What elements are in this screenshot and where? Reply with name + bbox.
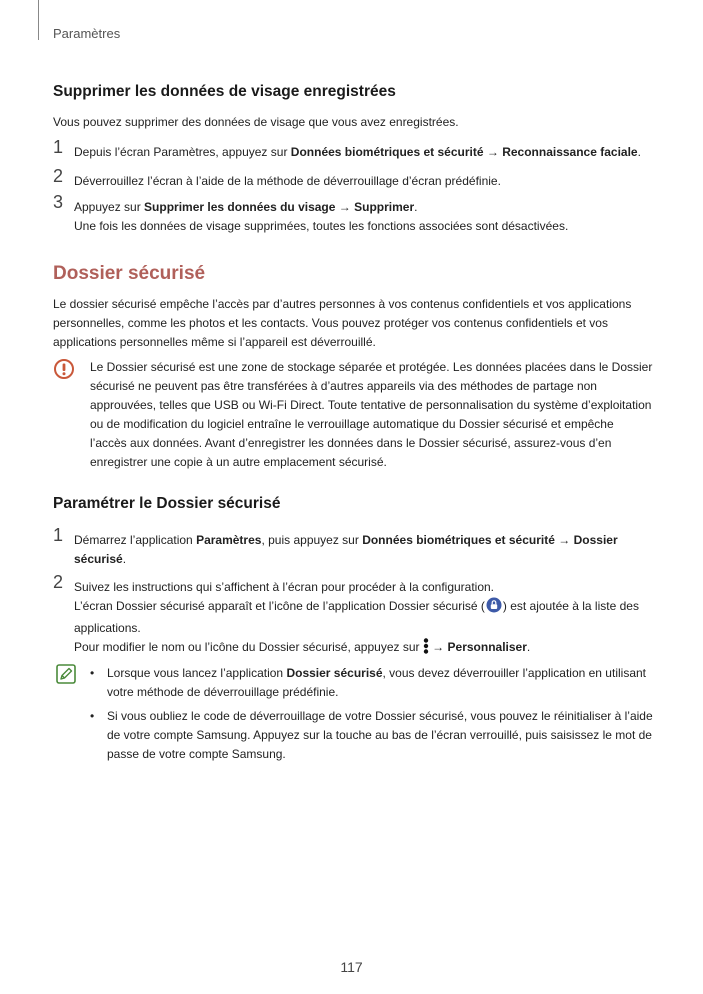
step-number: 2: [53, 572, 64, 592]
step-number: 1: [53, 137, 64, 157]
caution-icon: [53, 358, 75, 386]
step-2: 2 Déverrouillez l’écran à l’aide de la méthode de déverrouillage d’écran prédéfinie.: [53, 166, 501, 188]
setup-step-1: 1 Démarrez l’application Paramètres, puis appuyez sur Données biométriques et sécurité → Dossier sécurisé.: [53, 525, 618, 566]
step-number: 1: [53, 525, 64, 545]
section-title-setup: Paramétrer le Dossier sécurisé: [53, 495, 281, 512]
step-number: 2: [53, 166, 64, 186]
caution-note: [53, 358, 653, 472]
section-title-delete-face: Supprimer les données de visage enregistrées: [53, 83, 396, 100]
delete-face-intro: Vous pouvez supprimer des données de visage que vous avez enregistrées.: [53, 115, 459, 129]
setup-step-2: 2 Suivez les instructions qui s’affichent à l’écran pour procéder à la configuration. L’écran Dossier sécurisé apparaît et l’icône de l’application Dossier sécurisé ( ) est ajoutée à la liste des applications. Pour modifier le nom ou l’icône du Dossier sécurisé, appuyez sur → Personnaliser.: [53, 578, 653, 660]
step-1: 1 Depuis l’écran Paramètres, appuyez sur Données biométriques et sécurité → Reconnaissance faciale.: [53, 137, 641, 159]
note-pencil-icon: [56, 664, 76, 690]
note-bullet-2: • Si vous oubliez le code de déverrouillage de votre Dossier sécurisé, vous pouvez le réinitialiser à l’aide de votre compte Samsung. Appuyez sur la touche au bas de l’écran verrouillé, puis saisissez le mot de passe de votre compte Samsung.: [90, 709, 653, 761]
step-3: 3 Appuyez sur Supprimer les données du visage → Supprimer. Une fois les données de visage supprimées, toutes les fonctions associées sont désactivées.: [53, 192, 569, 233]
note-bullet-1: • Lorsque vous lancez l’application Dossier sécurisé, vous devez déverrouiller l’application en utilisant votre méthode de déverrouillage prédéfinie.: [90, 666, 646, 699]
info-note: [53, 664, 653, 769]
secure-folder-intro: Le dossier sécurisé empêche l’accès par d’autres personnes à vos contenus confidentiels et vos applications personnelles, comme les photos et les contacts. Vous pouvez protéger vos contenus confidentiels et vos applications personnelles même si l’appareil est déverrouillé.: [53, 297, 632, 349]
caution-text: Le Dossier sécurisé est une zone de stockage séparée et protégée. Les données placées dans le Dossier sécurisé ne peuvent pas être transférées à d’autres appareils via des méthodes de partage non approuvées, telles que USB ou Wi-Fi Direct. Toute tentative de personnalisation du système d’exploitation ou de modification du logiciel entraîne le verrouillage automatique du Dossier sécurisé et empêche l’accès aux données. Avant d’enregistrer les données dans le Dossier sécurisé, assurez-vous d’en enregistrer une copie à un autre emplacement sécurisé.: [90, 360, 653, 469]
step-number: 3: [53, 192, 64, 212]
header-rule: [38, 0, 39, 40]
page-number: 117: [340, 959, 363, 975]
secure-folder-app-icon: [485, 597, 503, 619]
section-title-secure-folder: Dossier sécurisé: [53, 263, 206, 284]
page-header: Paramètres: [53, 26, 121, 41]
